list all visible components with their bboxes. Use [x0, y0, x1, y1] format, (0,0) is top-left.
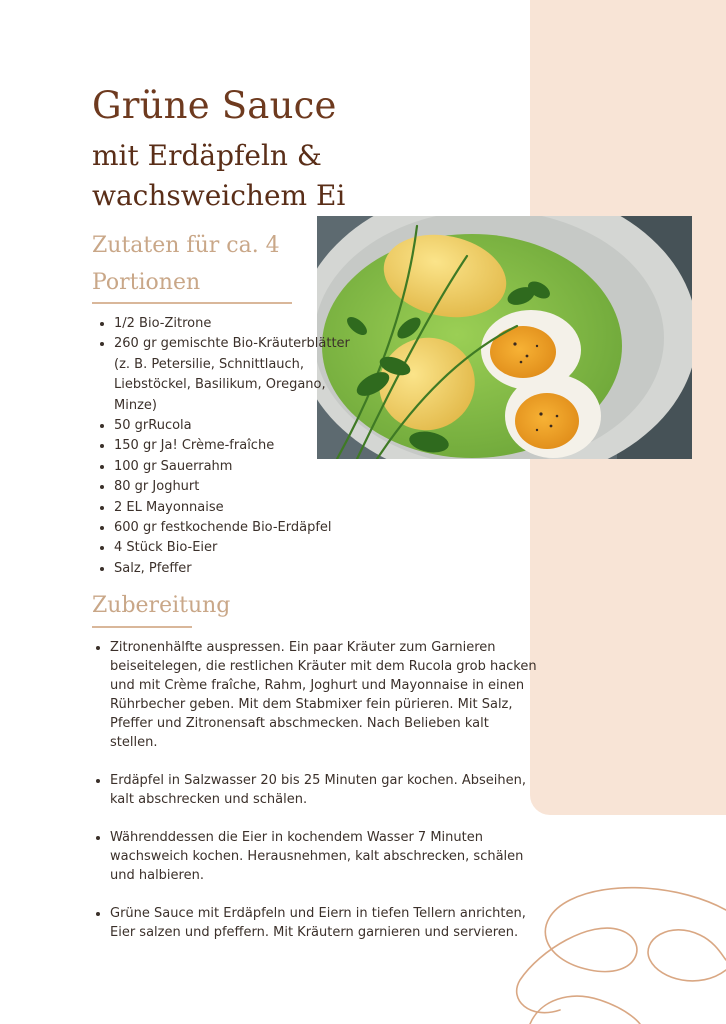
- list-item: • 1/2 Bio-Zitrone: [114, 314, 354, 334]
- decorative-line-art: [500, 880, 726, 1024]
- recipe-subtitle: mit Erdäpfeln & wachsweichem Ei: [92, 139, 346, 212]
- step-item: • Währenddessen die Eier in kochendem Wasser 7 Minuten wachsweich kochen. Herausnehmen, kalt abschrecken, schälen und halbieren.: [110, 828, 540, 885]
- ingredients-list: [92, 314, 354, 579]
- list-item: • 100 gr Sauerrahm: [114, 457, 354, 477]
- list-item: • 150 gr Ja! Crème-fraîche: [114, 436, 354, 456]
- list-item: • Salz, Pfeffer: [114, 559, 354, 579]
- preparation-divider: [92, 626, 192, 628]
- preparation-steps: [92, 638, 540, 961]
- recipe-title: Grüne Sauce: [92, 84, 337, 127]
- step-item: • Grüne Sauce mit Erdäpfeln und Eiern in tiefen Tellern anrichten, Eier salzen und pfeffern. Mit Kräutern garnieren und servieren.: [110, 904, 540, 942]
- list-item: • 600 gr festkochende Bio-Erdäpfel: [114, 518, 354, 538]
- list-item: • 50 grRucola: [114, 416, 354, 436]
- list-item: • 4 Stück Bio-Eier: [114, 538, 354, 558]
- dish-photo: [317, 216, 692, 459]
- list-item: • 2 EL Mayonnaise: [114, 498, 354, 518]
- step-item: • Erdäpfel in Salzwasser 20 bis 25 Minuten gar kochen. Abseihen, kalt abschrecken und schälen.: [110, 771, 540, 809]
- list-item: • 260 gr gemischte Bio-Kräuterblätter (z. B. Petersilie, Schnittlauch, Liebstöckel, Basilikum, Oregano, Minze): [114, 334, 354, 416]
- ingredients-heading: Zutaten für ca. 4 Portionen: [92, 233, 280, 295]
- list-item: • 80 gr Joghurt: [114, 477, 354, 497]
- preparation-heading: Zubereitung: [92, 593, 231, 618]
- step-item: • Zitronenhälfte auspressen. Ein paar Kräuter zum Garnieren beiseitelegen, die restlichen Kräuter mit dem Rucola grob hacken und mit Crème fraîche, Rahm, Joghurt und Mayonnaise in einen Rührbecher geben. Mit dem Stabmixer fein pürieren. Mit Salz, Pfeffer und Zitronensaft abschmecken. Nach Belieben kalt stellen.: [110, 638, 540, 752]
- ingredients-divider: [92, 302, 292, 304]
